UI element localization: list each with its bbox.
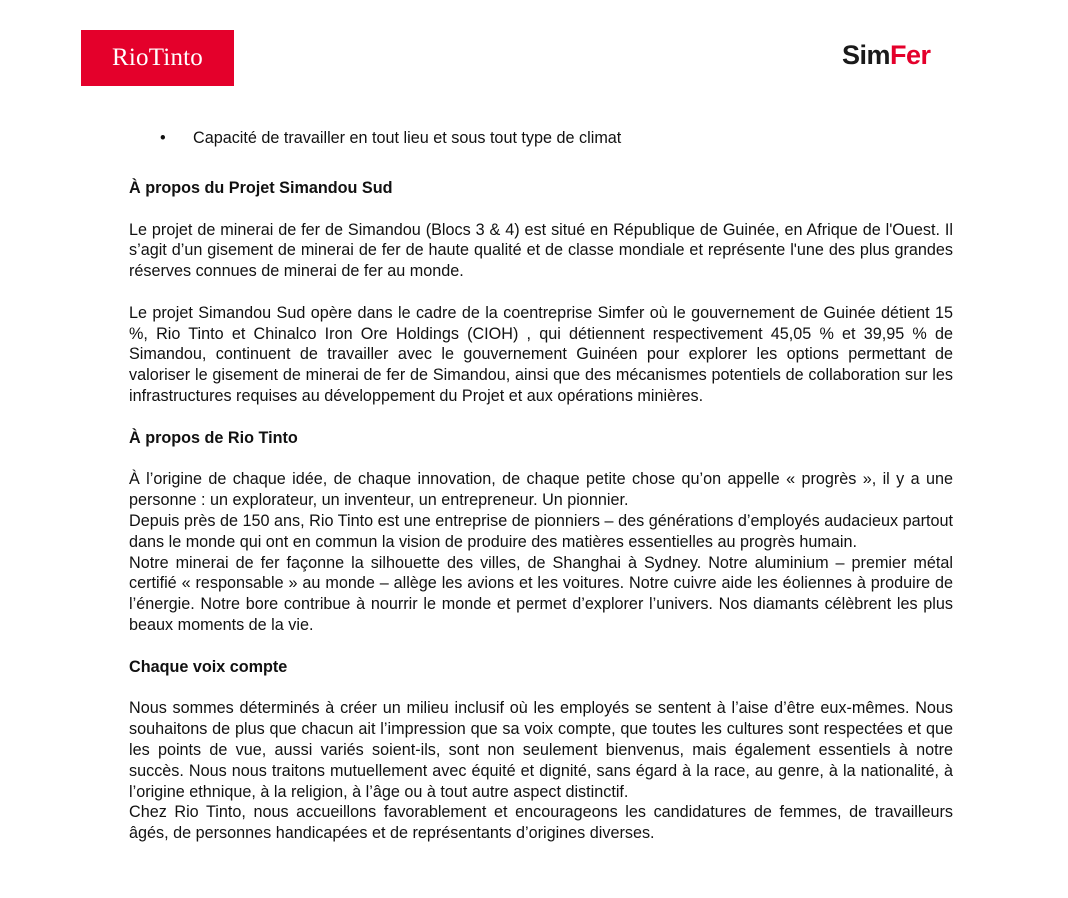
paragraph: Depuis près de 150 ans, Rio Tinto est une entreprise de pionniers – des générations d’employés audacieux partout dans le monde qui ont en commun la vision de produire des matières essentielles au progrès humain. xyxy=(129,511,953,551)
paragraph: Nous sommes déterminés à créer un milieu inclusif où les employés se sentent à l’aise d’être eux-mêmes. Nous souhaitons de plus que chacun ait l’impression que sa voix compte, que toutes les cultures sont respectées et que les points de vue, aussi variés soient-ils, sont non seulement bienvenus, mais également essentiels à notre succès. Nous nous traitons mutuellement avec équité et dignité, sans égard à la race, au genre, à la nationalité, à l’origine ethnique, à la religion, à l’âge ou à tout autre aspect distinctif. xyxy=(129,699,953,801)
paragraph: Chez Rio Tinto, nous accueillons favorablement et encourageons les candidatures de femmes, de travailleurs âgés, de personnes handicapées et de représentants d’origines diverses. xyxy=(129,803,953,843)
paragraph: Le projet de minerai de fer de Simandou (Blocs 3 & 4) est situé en République de Guinée, en Afrique de l'Ouest. Il s’agit d’un gisement de minerai de fer de haute qualité et de classe mondiale et représente l'une des plus grandes réserves connues de minerai de fer au monde. xyxy=(129,220,953,281)
section-heading: Chaque voix compte xyxy=(129,657,288,676)
simfer-logo-fer: Fer xyxy=(890,40,931,70)
section-heading: À propos de Rio Tinto xyxy=(129,428,298,447)
simfer-logo-sim: Sim xyxy=(842,40,891,70)
section-simandou xyxy=(129,178,953,407)
bullet-text: Capacité de travailler en tout lieu et sous tout type de climat xyxy=(193,129,622,147)
simfer-logo xyxy=(842,40,931,71)
rio-tinto-logo-text: RioTinto xyxy=(111,44,203,71)
bullet-item xyxy=(160,128,953,149)
rio-tinto-logo xyxy=(81,30,234,86)
paragraph: À l’origine de chaque idée, de chaque innovation, de chaque petite chose qu’on appelle « progrès », il y a une personne : un explorateur, un inventeur, un entrepreneur. Un pionnier. xyxy=(129,470,953,510)
section-rio-tinto xyxy=(129,428,953,636)
document-body xyxy=(129,128,953,844)
paragraph: Le projet Simandou Sud opère dans le cadre de la coentreprise Simfer où le gouvernement de Guinée détient 15 %, Rio Tinto et Chinalco Iron Ore Holdings (CIOH) , qui détiennent respectivement 45,05 % et 39,95 % de Simandou, continuent de travailler avec le gouvernement Guinéen pour explorer les options permettant de valoriser le gisement de minerai de fer de Simandou, ainsi que des mécanismes potentiels de collaboration sur les infrastructures requises au développement du Projet et aux opérations minières. xyxy=(129,303,953,405)
section-heading: À propos du Projet Simandou Sud xyxy=(129,178,393,197)
section-chaque-voix xyxy=(129,657,953,844)
bullet-icon: • xyxy=(160,129,166,147)
paragraph: Notre minerai de fer façonne la silhouette des villes, de Shanghai à Sydney. Notre aluminium – premier métal certifié « responsable » au monde – allège les avions et les voitures. Notre cuivre aide les éoliennes à produire de l’énergie. Notre bore contribue à nourrir le monde et permet d’explorer l’univers. Nos diamants célèbrent les plus beaux moments de la vie. xyxy=(129,553,953,634)
